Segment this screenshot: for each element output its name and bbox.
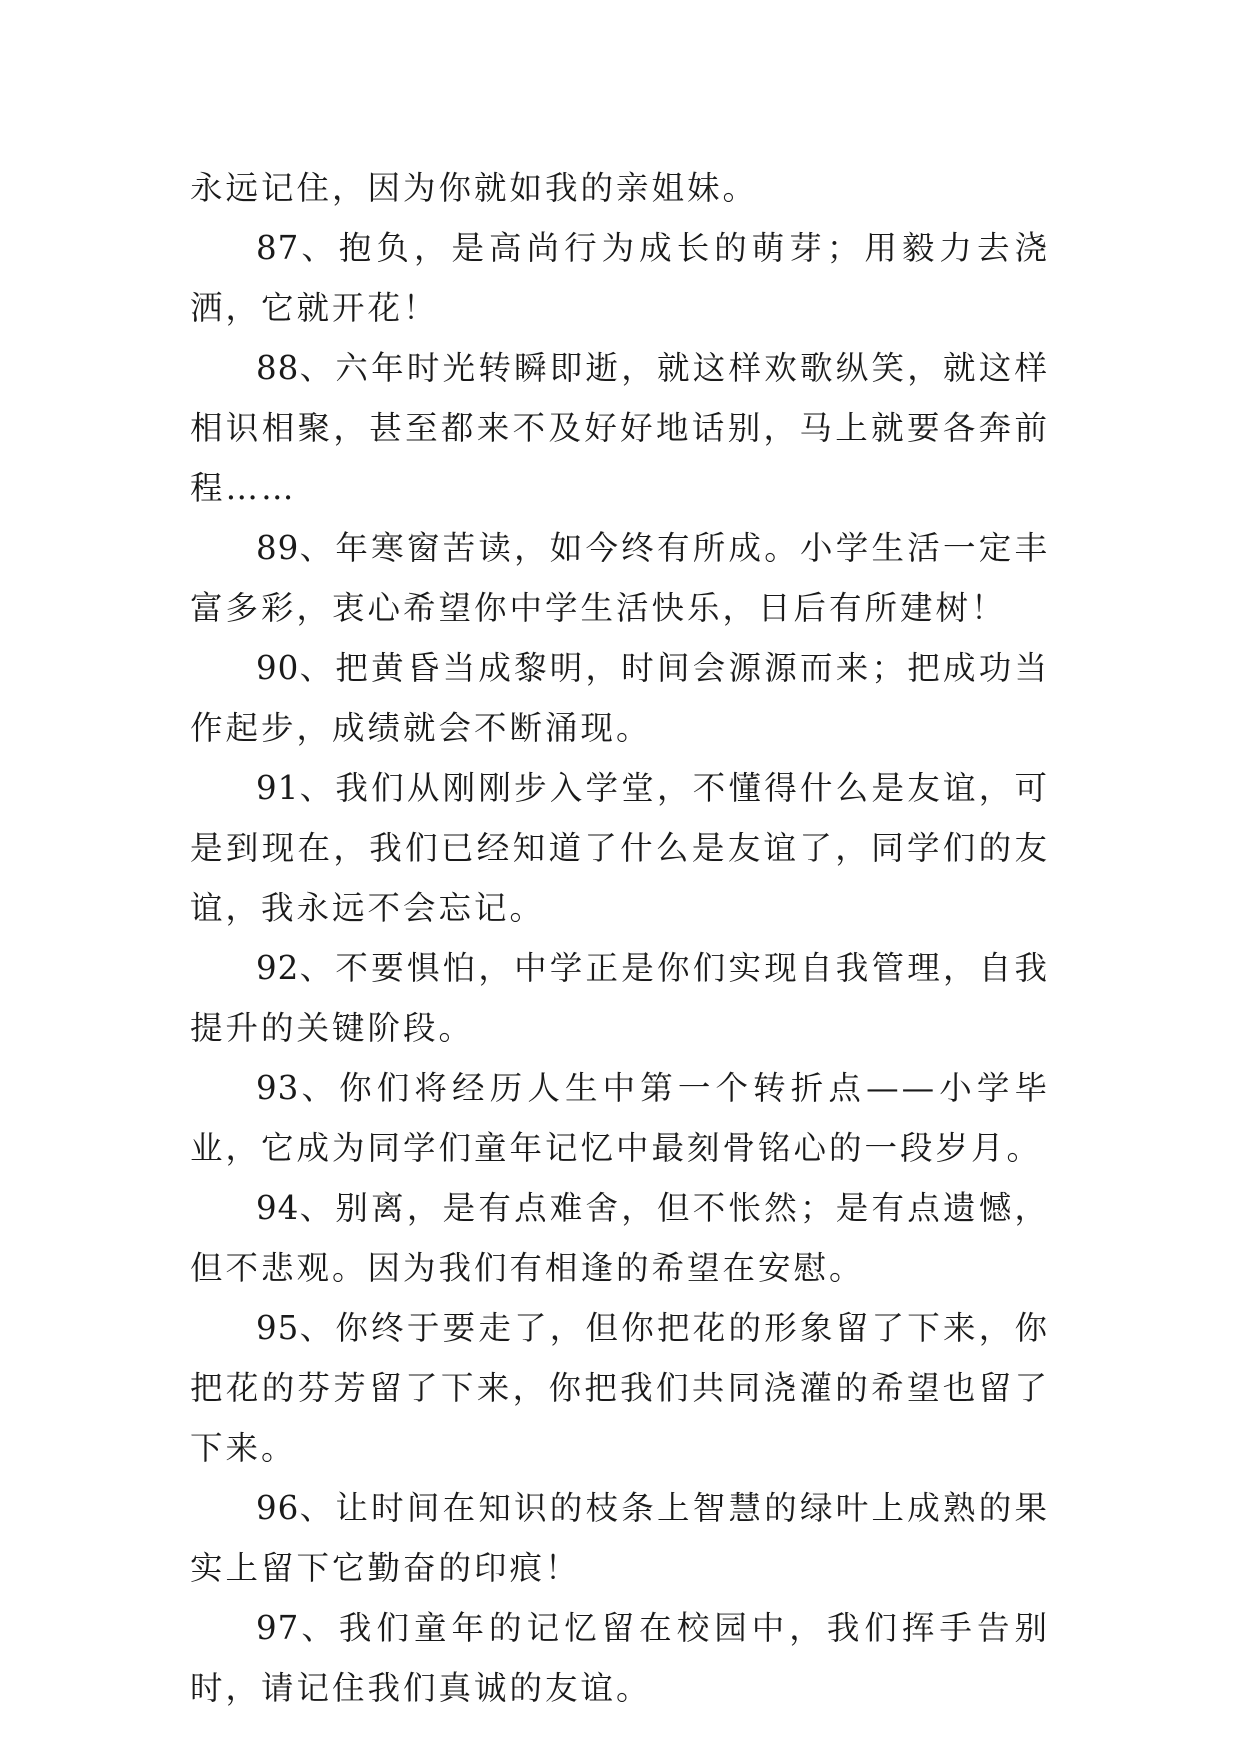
continuation-paragraph: 永远记住，因为你就如我的亲姐妹。	[190, 169, 759, 207]
list-item	[190, 1178, 1050, 1298]
item-number: 88	[256, 349, 300, 387]
item-number: 96	[256, 1489, 300, 1527]
document-body	[190, 158, 1050, 1718]
item-text: 、不要惧怕，中学正是你们实现自我管理，自我提升的关键阶段。	[190, 949, 1050, 1047]
item-text: 、别离，是有点难舍，但不怅然；是有点遗憾，但不悲观。因为我们有相逢的希望在安慰。	[190, 1189, 1050, 1287]
item-text: 、让时间在知识的枝条上智慧的绿叶上成熟的果实上留下它勤奋的印痕！	[190, 1489, 1050, 1587]
item-text: 、我们童年的记忆留在校园中，我们挥手告别时，请记住我们真诚的友谊。	[190, 1609, 1050, 1707]
list-item	[190, 1058, 1050, 1178]
item-number: 92	[256, 949, 300, 987]
list-item	[190, 1478, 1050, 1598]
list-item	[190, 1598, 1050, 1718]
item-text: 、你终于要走了，但你把花的形象留了下来，你把花的芬芳留了下来，你把我们共同浇灌的希望也留了下来。	[190, 1309, 1050, 1467]
list-item	[190, 938, 1050, 1058]
item-number: 90	[256, 649, 300, 687]
item-number: 91	[256, 769, 300, 807]
item-text: 、年寒窗苦读，如今终有所成。小学生活一定丰富多彩，衷心希望你中学生活快乐，日后有所建树！	[190, 529, 1050, 627]
list-item	[190, 758, 1050, 938]
list-item	[190, 518, 1050, 638]
item-number: 97	[256, 1609, 300, 1647]
list-item	[190, 218, 1050, 338]
item-number: 93	[256, 1069, 300, 1107]
item-number: 94	[256, 1189, 300, 1227]
item-text: 、你们将经历人生中第一个转折点——小学毕业，它成为同学们童年记忆中最刻骨铭心的一段岁月。	[190, 1069, 1050, 1167]
item-text: 、我们从刚刚步入学堂，不懂得什么是友谊，可是到现在，我们已经知道了什么是友谊了，同学们的友谊，我永远不会忘记。	[190, 769, 1050, 927]
list-item	[190, 338, 1050, 518]
list-item	[190, 638, 1050, 758]
item-number: 95	[256, 1309, 300, 1347]
item-number: 89	[256, 529, 300, 567]
item-text: 、把黄昏当成黎明，时间会源源而来；把成功当作起步，成绩就会不断涌现。	[190, 649, 1050, 747]
item-text: 、抱负，是高尚行为成长的萌芽；用毅力去浇洒，它就开花！	[190, 229, 1050, 327]
item-number: 87	[256, 229, 300, 267]
list-item	[190, 1298, 1050, 1478]
item-text: 、六年时光转瞬即逝，就这样欢歌纵笑，就这样相识相聚，甚至都来不及好好地话别，马上就要各奔前程……	[190, 349, 1050, 507]
